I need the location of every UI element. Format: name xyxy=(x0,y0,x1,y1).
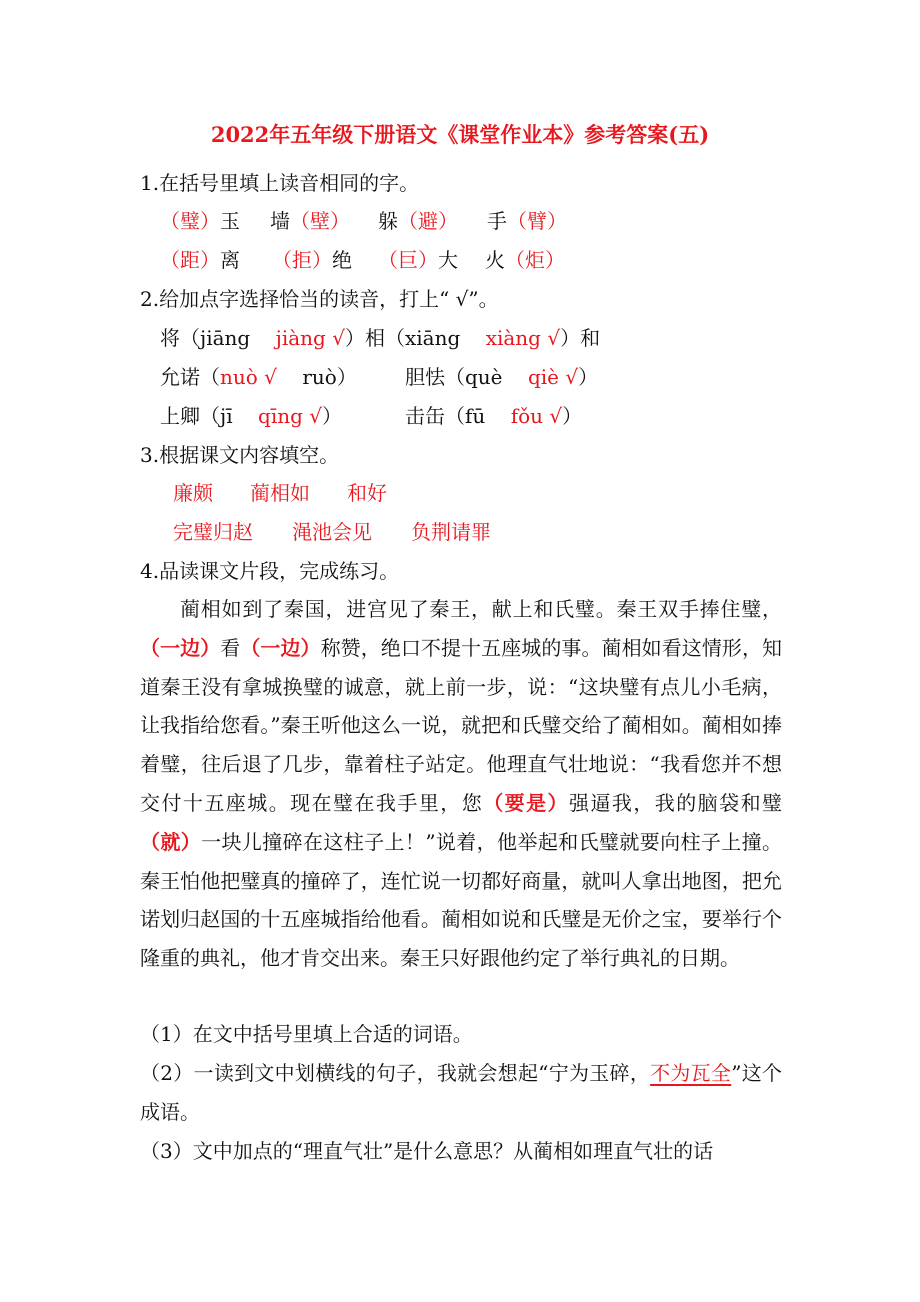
paren-close: ） xyxy=(560,326,581,350)
q1-answer: （炬） xyxy=(505,248,565,272)
q1-char: 离 xyxy=(220,248,240,272)
q1-row-2-item-4 xyxy=(485,245,565,275)
q3-answer: 完璧归赵 xyxy=(173,520,253,544)
q2-word: 胆怯 xyxy=(405,365,445,389)
q2-option: xiāng xyxy=(404,326,461,350)
paren-open: （ xyxy=(200,365,220,389)
passage-blank-answer: （要是） xyxy=(483,790,569,815)
q2-correct-option: nuò √ xyxy=(220,365,277,389)
q2-label: 2.给加点字选择恰当的读音，打上“ √”。 xyxy=(140,287,499,311)
q1-row-1-item-4 xyxy=(487,206,567,236)
q2-word: 击缶 xyxy=(405,404,445,428)
q2-option: jī xyxy=(220,404,233,428)
q1-answer: （距） xyxy=(160,248,220,272)
q1-answer: （避） xyxy=(398,209,458,233)
q2-correct-option: xiàng √ xyxy=(485,326,561,350)
passage-text: 称赞，绝口不提十五座城的事。蔺相如看这情形，知道秦王没有拿城换璧的诚意，就上前一步，说：“这块璧有点儿小毛病，让我指给您看。”秦王听他这么一说，就把和氏璧交给了蔺相如。蔺相如捧着璧，往后退了几步，靠着柱子站定。他理直气壮地说：“我看您并不想交付十五座城。现在璧在我手里，您 xyxy=(140,635,783,815)
q2-option: jiāng xyxy=(200,326,251,350)
q2-item-jiang xyxy=(160,323,600,353)
passage-text: 看 xyxy=(220,635,241,660)
paren-close: ） xyxy=(322,404,343,428)
q1-char: 火 xyxy=(485,248,505,272)
q3-answer: 廉颇 xyxy=(173,481,213,505)
q2-option: fū xyxy=(465,404,486,428)
paren-close: ） xyxy=(578,365,599,389)
q4-sub-2 xyxy=(140,1054,782,1132)
q2-option: què xyxy=(465,365,503,389)
q2-correct-option: qiè √ xyxy=(527,365,579,389)
q2-word: 和 xyxy=(580,326,601,350)
passage-blank-answer: （就） xyxy=(140,829,202,854)
paren-close: ） xyxy=(336,365,357,389)
paren-open: （ xyxy=(445,404,465,428)
paren-close: ） xyxy=(344,326,365,350)
q2-option: ruò xyxy=(302,365,337,389)
q2-item-danqie xyxy=(405,362,598,392)
q1-answer: （壁） xyxy=(290,209,350,233)
q1-char: 玉 xyxy=(220,209,240,233)
q1-char: 大 xyxy=(438,248,458,272)
q1-row-1 xyxy=(160,206,240,236)
q2-correct-option: qīng √ xyxy=(258,404,323,428)
sub-text: （2）一读到文中划横线的句子，我就会想起“宁为玉碎， xyxy=(140,1061,651,1085)
q1-char: 躲 xyxy=(378,209,398,233)
q2-correct-option: jiàng √ xyxy=(275,326,345,350)
q1-row-2-item-3 xyxy=(378,245,458,275)
paren-open: （ xyxy=(445,365,465,389)
passage-text: 蔺相如到了秦国，进宫见了秦王，献上和氏璧。秦王双手捧住璧， xyxy=(180,597,782,621)
q1-row-1-item-2 xyxy=(270,206,350,236)
q2-correct-option: fǒu √ xyxy=(510,404,563,428)
page-title: 2022年五年级下册语文《课堂作业本》参考答案(五) xyxy=(210,122,710,147)
q1-char: 手 xyxy=(487,209,507,233)
q1-answer: （拒） xyxy=(272,248,332,272)
q1-answer: （巨） xyxy=(378,248,438,272)
q4-sub-3: （3）文中加点的“理直气壮”是什么意思？从蔺相如理直气壮的话 xyxy=(140,1139,714,1163)
paren-open: （ xyxy=(180,326,200,350)
paren-open: （ xyxy=(200,404,220,428)
q4-sub-1: （1）在文中括号里填上合适的词语。 xyxy=(140,1022,473,1046)
q2-word: 将 xyxy=(160,326,180,350)
q1-answer: （璧） xyxy=(160,209,220,233)
q3-answer: 和好 xyxy=(347,481,387,505)
passage-text: 强逼我，我的脑袋和璧 xyxy=(568,790,783,815)
q2-word: 上卿 xyxy=(160,404,200,428)
paren-open: （ xyxy=(384,326,405,350)
q4-label: 4.品读课文片段，完成练习。 xyxy=(140,559,400,583)
q2-word: 允诺 xyxy=(160,365,200,389)
q1-char: 墙 xyxy=(270,209,290,233)
q1-row-1-item-3 xyxy=(378,206,458,236)
q4-passage xyxy=(140,590,782,978)
passage-blank-answer: （一边） xyxy=(240,635,321,660)
q2-item-shangqing xyxy=(160,401,342,431)
sub-answer: 不为瓦全 xyxy=(650,1061,732,1085)
sub-text: ”这个成语。 xyxy=(140,1061,782,1124)
q3-answer: 蔺相如 xyxy=(250,481,310,505)
q2-item-jifou xyxy=(405,401,582,431)
paren-close: ） xyxy=(562,404,583,428)
q1-row-2-item-2 xyxy=(272,245,352,275)
q1-answer: （臂） xyxy=(507,209,567,233)
q1-row-2 xyxy=(160,245,240,275)
q1-label: 1.在括号里填上读音相同的字。 xyxy=(140,171,420,195)
passage-blank-answer: （一边） xyxy=(140,635,221,660)
q3-answer: 负荆请罪 xyxy=(411,520,491,544)
passage-text: 一块儿撞碎在这柱子上！”说着，他举起和氏璧就要向柱子上撞。秦王怕他把璧真的撞碎了，连忙说一切都好商量，就叫人拿出地图，把允诺划归赵国的十五座城指给他看。蔺相如说和氏璧是无价之宝，要举行个隆重的典礼，他才肯交出来。秦王只好跟他约定了举行典礼的日期。 xyxy=(140,829,782,971)
q2-word: 相 xyxy=(364,326,385,350)
q3-answer: 渑池会见 xyxy=(292,520,372,544)
q3-label: 3.根据课文内容填空。 xyxy=(140,443,340,467)
q2-item-yunnuo xyxy=(160,362,357,392)
q1-char: 绝 xyxy=(332,248,352,272)
